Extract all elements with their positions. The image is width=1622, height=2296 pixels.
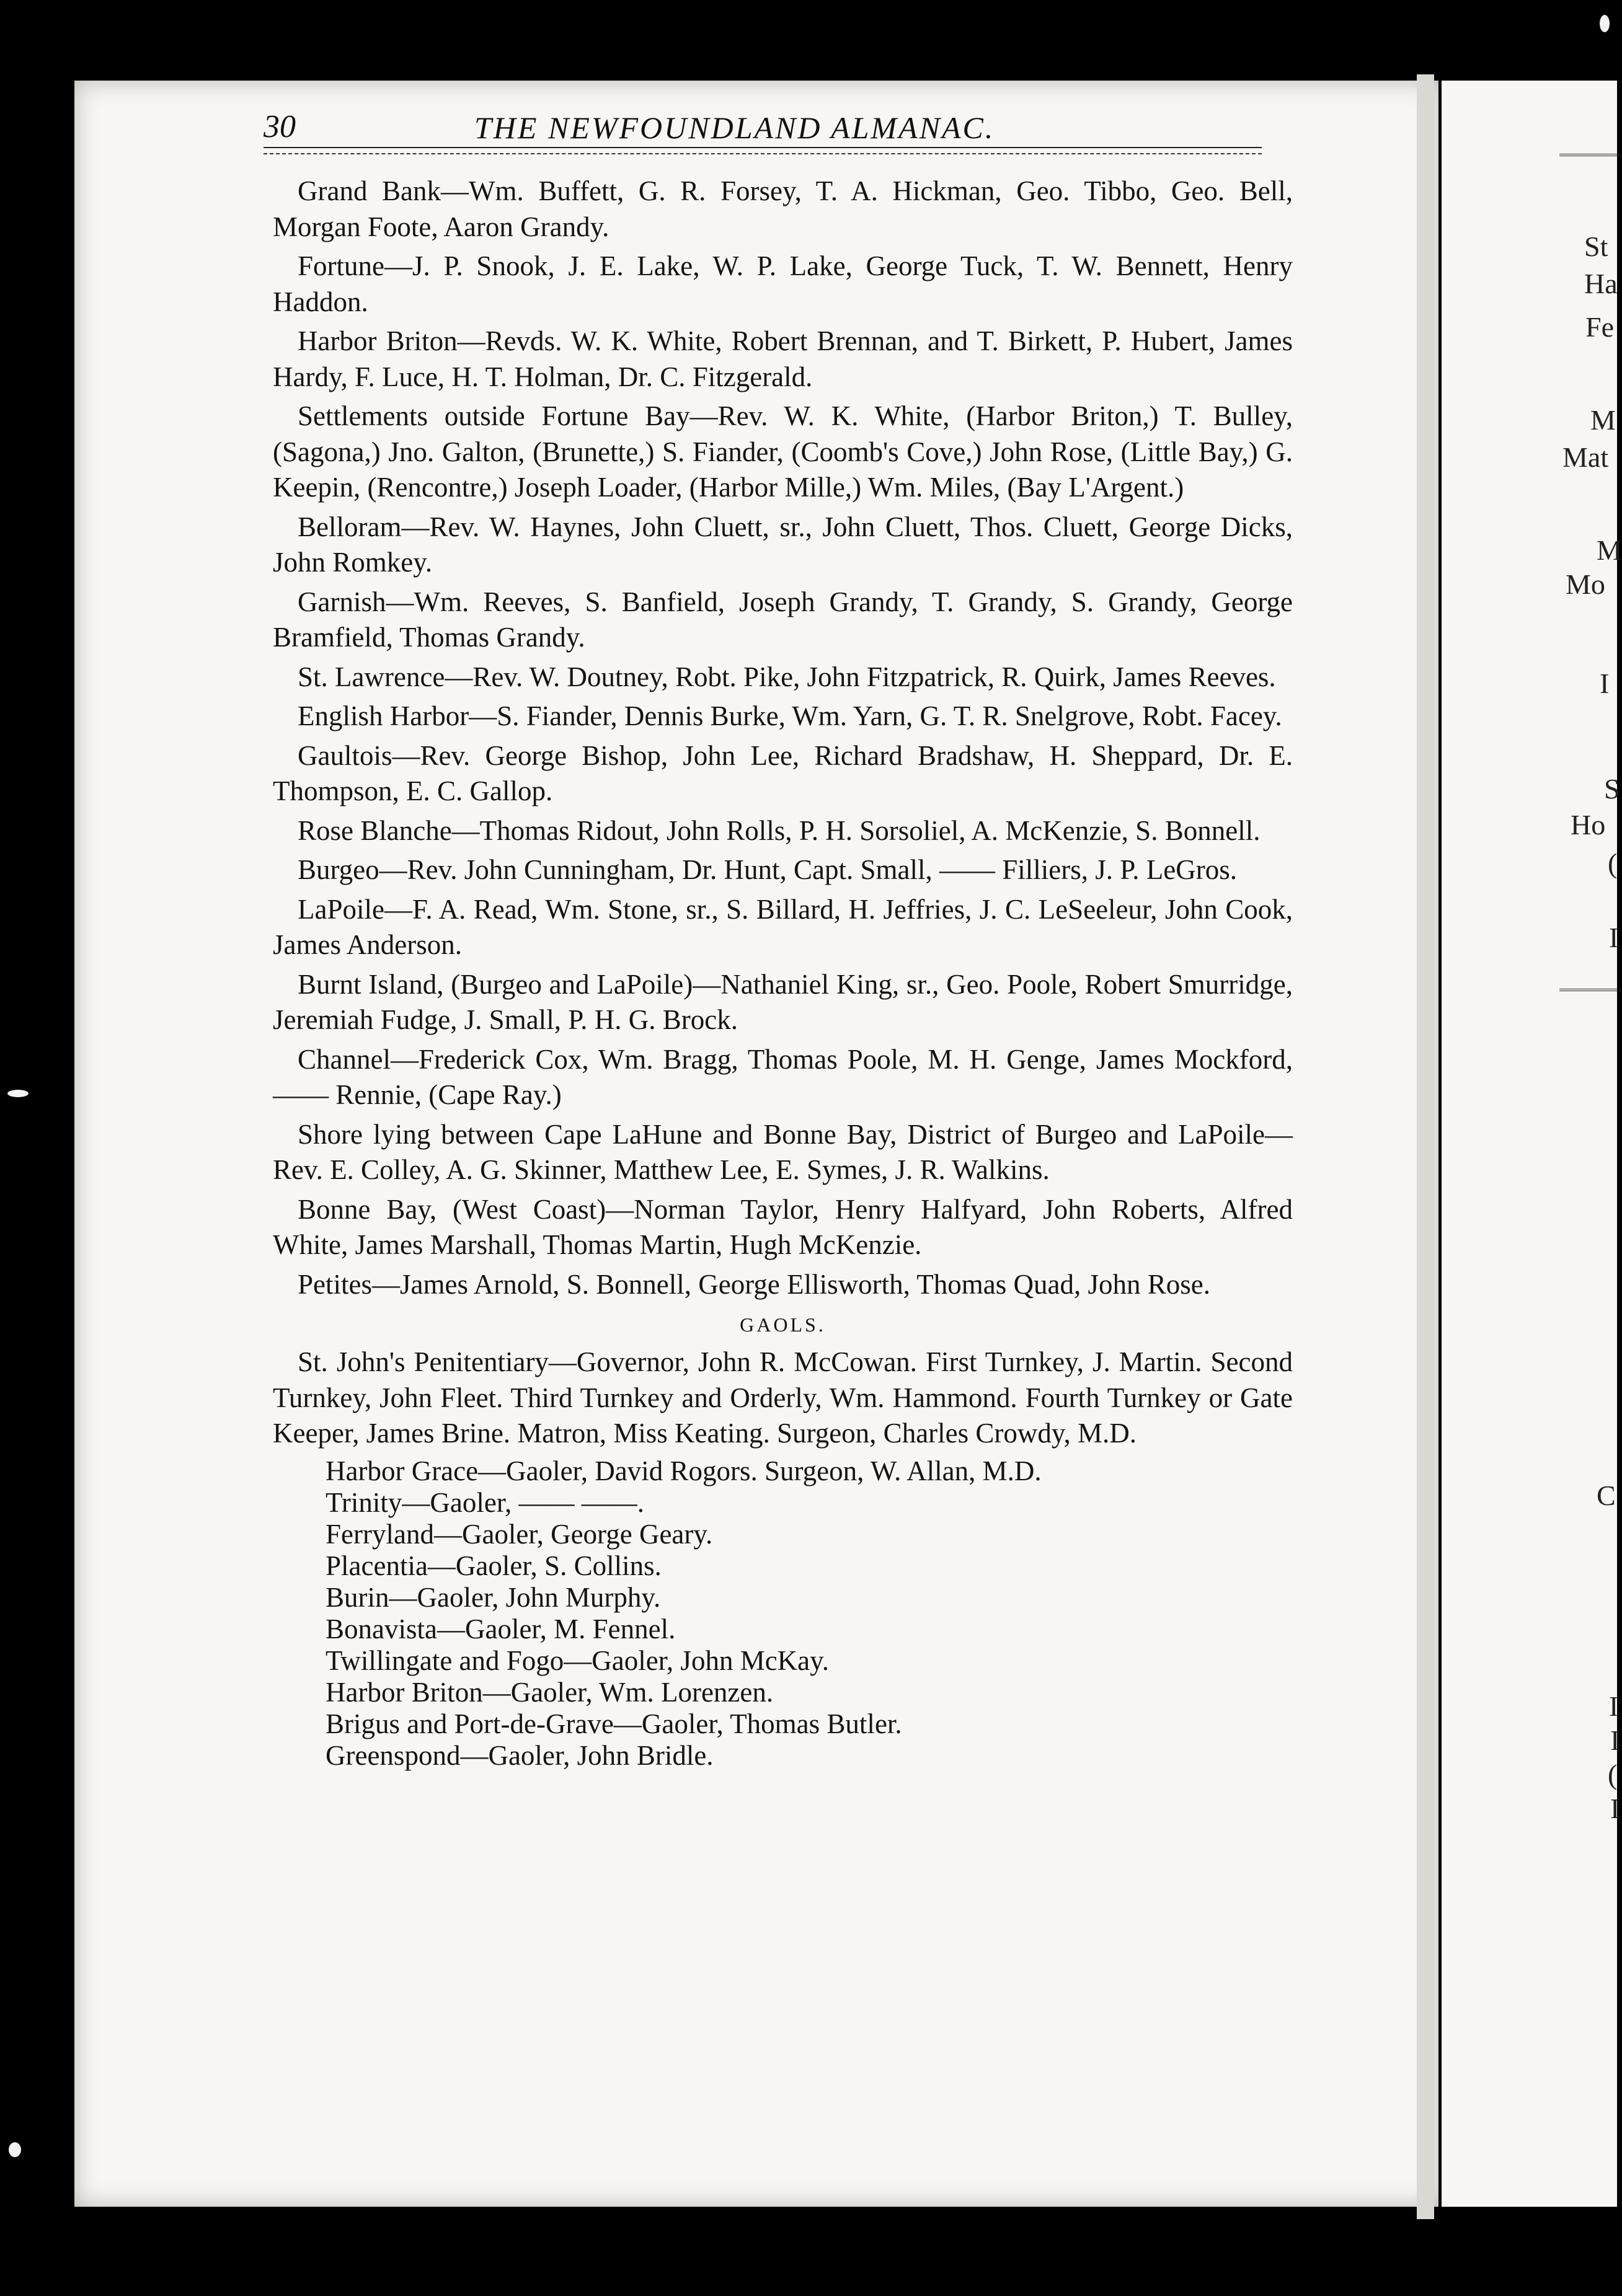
directory-entry-lapoile: LaPoile—F. A. Read, Wm. Stone, sr., S. Billard, H. Jeffries, J. C. LeSeeleur, John Cook, James Anderson.: [273, 893, 1293, 960]
directory-entry-belloram: Belloram—Rev. W. Haynes, John Cluett, sr., John Cluett, Thos. Cluett, George Dicks, John Romkey.: [273, 511, 1293, 578]
page-gutter: [1417, 74, 1434, 2219]
facing-page-text: I: [1600, 668, 1610, 699]
directory-entry-gaultois: Gaultois—Rev. George Bishop, John Lee, Richard Bradshaw, H. Sheppard, Dr. E. Thompson, E. C. Gallop.: [273, 740, 1293, 806]
directory-entry-fortune: Fortune—J. P. Snook, J. E. Lake, W. P. Lake, George Tuck, T. W. Bennett, Henry Haddon.: [273, 250, 1293, 317]
facing-page-rule: [1559, 154, 1621, 156]
directory-entry-burgeo: Burgeo—Rev. John Cunningham, Dr. Hunt, Capt. Small, —— Filliers, J. P. LeGros.: [298, 854, 1237, 885]
facing-page-text: M: [1590, 404, 1616, 436]
page-number: 30: [264, 109, 296, 144]
facing-page-text: Fe: [1585, 311, 1614, 343]
facing-page-text: St: [1584, 231, 1608, 262]
directory-entry-st-lawrence: St. Lawrence—Rev. W. Doutney, Robt. Pike, John Fitzpatrick, R. Quirk, James Reeves.: [298, 661, 1276, 692]
facing-page-text: I: [1609, 922, 1619, 953]
gaol-entry-burin: Burin—Gaoler, John Murphy.: [326, 1581, 661, 1613]
page-body: [273, 174, 1293, 1772]
directory-entry-grand-bank: Grand Bank—Wm. Buffett, G. R. Forsey, T. A. Hickman, Geo. Tibbo, Geo. Bell, Morgan Foote, Aaron Grandy.: [273, 175, 1293, 242]
gaol-entry-st-johns-penitentiary: St. John's Penitentiary—Governor, John R. McCowan. First Turnkey, J. Martin. Second Turnkey, John Fleet. Third Turnkey and Orderly, Wm. Hammond. Fourth Turnkey or Gate Keeper, James Brine. Matron, Miss Keating. Surgeon, Charles Crowdy, M.D.: [273, 1346, 1293, 1449]
facing-page-fragment: [1442, 81, 1622, 2207]
facing-page-text: I: [1610, 1793, 1620, 1824]
running-title: THE NEWFOUNDLAND ALMANAC.: [474, 110, 995, 145]
directory-entry-petites: Petites—James Arnold, S. Bonnell, George Ellisworth, Thomas Quad, John Rose.: [298, 1268, 1210, 1300]
facing-page-text: C: [1597, 1480, 1616, 1511]
gaol-entry-harbor-briton: Harbor Briton—Gaoler, Wm. Lorenzen.: [326, 1676, 774, 1708]
facing-page-text: Mo: [1566, 568, 1605, 600]
page-header: [264, 108, 1271, 152]
gaol-entry-harbor-grace: Harbor Grace—Gaoler, David Rogors. Surgeon, W. Allan, M.D.: [326, 1455, 1042, 1486]
gaol-entry-twillingate-fogo: Twillingate and Fogo—Gaoler, John McKay.: [326, 1645, 829, 1676]
facing-page-text: (: [1608, 1759, 1618, 1790]
facing-page-text: S: [1604, 773, 1620, 805]
directory-entry-harbor-briton: Harbor Briton—Revds. W. K. White, Robert Brennan, and T. Birkett, P. Hubert, James Hardy, F. Luce, H. T. Holman, Dr. C. Fitzgerald.: [273, 325, 1293, 392]
directory-entry-bonne-bay: Bonne Bay, (West Coast)—Norman Taylor, Henry Halfyard, John Roberts, Alfred White, James Marshall, Thomas Martin, Hugh McKenzie.: [273, 1193, 1293, 1260]
facing-page-rule: [1559, 989, 1621, 991]
directory-entry-garnish: Garnish—Wm. Reeves, S. Banfield, Joseph Grandy, T. Grandy, S. Grandy, George Bramfield, Thomas Grandy.: [273, 586, 1293, 653]
scan-speck: [1600, 15, 1610, 32]
gaol-entry-placentia: Placentia—Gaoler, S. Collins.: [326, 1550, 662, 1581]
directory-entry-burnt-island: Burnt Island, (Burgeo and LaPoile)—Nathaniel King, sr., Geo. Poole, Robert Smurridge, Jeremiah Fudge, J. Small, P. H. G. Brock.: [273, 968, 1293, 1035]
directory-entry-english-harbor: English Harbor—S. Fiander, Dennis Burke, Wm. Yarn, G. T. R. Snelgrove, Robt. Facey.: [298, 700, 1282, 731]
scan-speck: [7, 1090, 29, 1097]
scan-speck: [9, 2142, 21, 2157]
gaol-entry-brigus-port-de-grave: Brigus and Port-de-Grave—Gaoler, Thomas Butler.: [326, 1708, 902, 1739]
section-heading-gaols: GAOLS.: [740, 1314, 826, 1336]
facing-page-text: Ha: [1584, 268, 1618, 299]
directory-entry-shore-lahune-bonne-bay: Shore lying between Cape LaHune and Bonne Bay, District of Burgeo and LaPoile—Rev. E. Colley, A. G. Skinner, Matthew Lee, E. Symes, J. R. Walkins.: [273, 1118, 1293, 1185]
facing-page-text: I: [1609, 1690, 1619, 1722]
facing-page-text: M: [1597, 534, 1622, 566]
facing-page-text: Ho: [1571, 809, 1606, 841]
gaol-entry-greenspond: Greenspond—Gaoler, John Bridle.: [326, 1739, 714, 1771]
directory-entry-settlements-outside-fortune-bay: Settlements outside Fortune Bay—Rev. W. K. White, (Harbor Briton,) T. Bulley, (Sagona,) Jno. Galton, (Brunette,) S. Fiander, (Coomb's Cove,) John Rose, (Little Bay,) G. Keepin, (Rencontre,) Joseph Loader, (Harbor Mille,) Wm. Miles, (Bay L'Argent.): [273, 400, 1293, 503]
directory-entry-channel: Channel—Frederick Cox, Wm. Bragg, Thomas Poole, M. H. Genge, James Mockford, —— Rennie, (Cape Ray.): [273, 1043, 1293, 1110]
facing-page-text: Mat: [1562, 441, 1609, 473]
facing-page-text: I: [1610, 1724, 1620, 1756]
facing-page-text: (: [1608, 847, 1618, 879]
gaol-entry-bonavista: Bonavista—Gaoler, M. Fennel.: [326, 1613, 676, 1645]
header-rule: [264, 147, 1262, 154]
gaol-entry-ferryland: Ferryland—Gaoler, George Geary.: [326, 1518, 713, 1550]
gaol-entry-trinity: Trinity—Gaoler, —— ——.: [326, 1486, 645, 1518]
directory-entry-rose-blanche: Rose Blanche—Thomas Ridout, John Rolls, P. H. Sorsoliel, A. McKenzie, S. Bonnell.: [298, 815, 1261, 846]
